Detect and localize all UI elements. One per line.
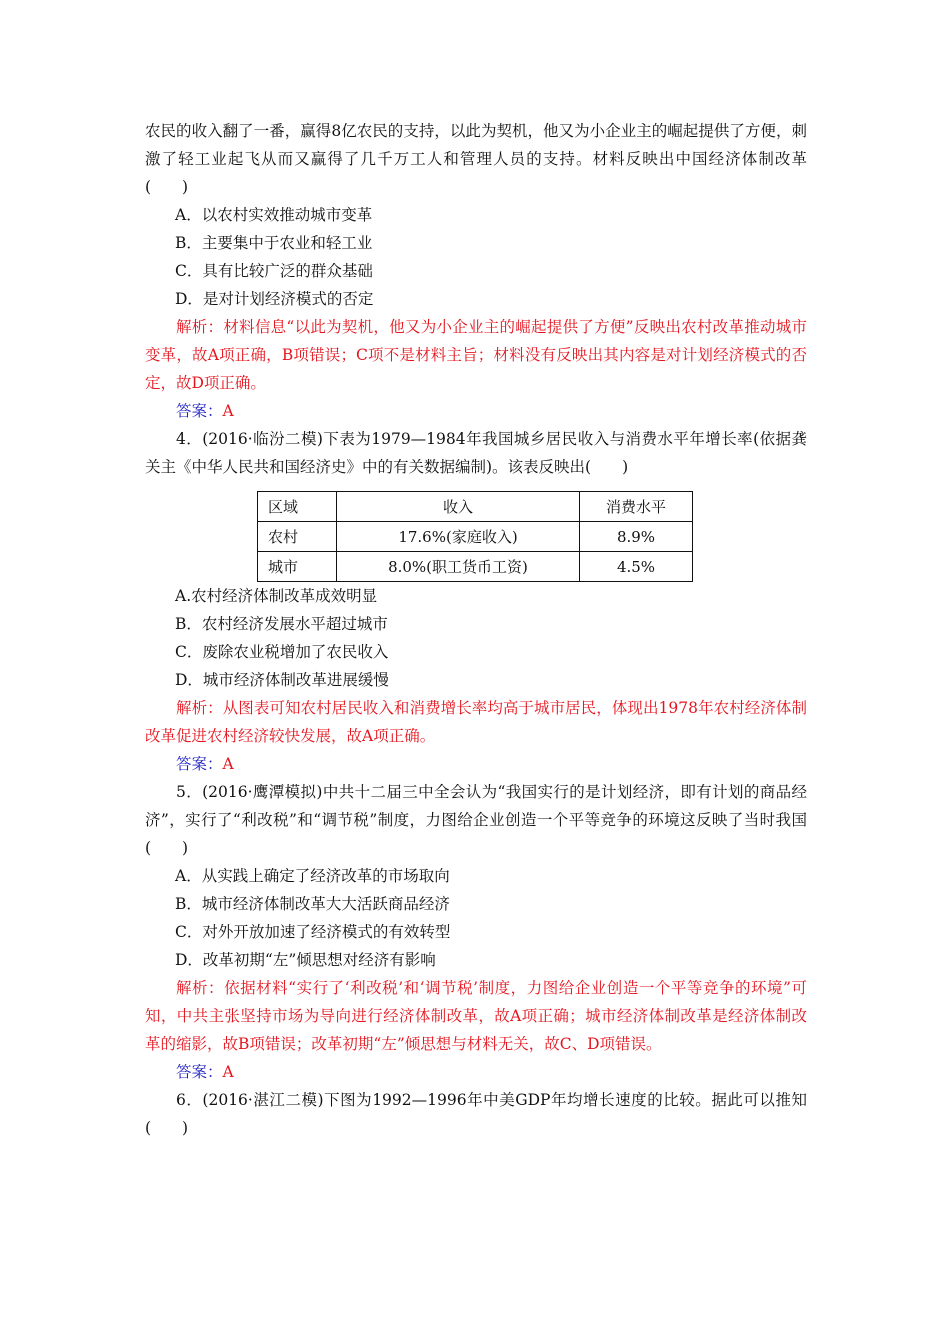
q4-option-c: C．废除农业税增加了农民收入	[175, 643, 389, 661]
q5-answer-value: A	[222, 1063, 234, 1081]
table-cell: 4.5%	[580, 552, 693, 582]
table-header-row	[258, 492, 693, 522]
table-row	[258, 552, 693, 582]
q5-option-c: C．对外开放加速了经济模式的有效转型	[175, 923, 451, 941]
q4-option-d: D．城市经济体制改革进展缓慢	[175, 671, 389, 689]
q5-answer	[145, 1058, 807, 1086]
q4-data-table	[257, 491, 693, 582]
q3-analysis-text: 材料信息“以此为契机，他又为小企业主的崛起提供了方便”反映出农村改革推动城市变革，故A项正确，B项错误；C项不是材料主旨；材料没有反映出其内容是对计划经济模式的否定，故D项正确。	[145, 318, 807, 392]
q4-answer-value: A	[222, 755, 234, 773]
table-cell: 农村	[258, 522, 337, 552]
q3-analysis	[145, 313, 807, 397]
q3-analysis-label: 解析：	[176, 318, 224, 336]
q5-analysis-label: 解析：	[176, 979, 225, 997]
table-cell: 8.0%(职工货币工资)	[337, 552, 580, 582]
q6-stem: 6．(2016·湛江二模)下图为1992—1996年中美GDP年均增长速度的比较。据此可以推知( )	[145, 1091, 807, 1137]
table-cell: 8.9%	[580, 522, 693, 552]
q4-answer-label: 答案：	[176, 755, 223, 773]
q4-analysis-text: 从图表可知农村居民收入和消费增长率均高于城市居民，体现出1978年农村经济体制改革促进农村经济较快发展，故A项正确。	[145, 699, 807, 745]
q3-answer	[145, 397, 807, 425]
q4-answer	[145, 750, 807, 778]
table-header-cell: 消费水平	[580, 492, 693, 522]
table-row	[258, 522, 693, 552]
q5-analysis-text: 依据材料“实行了‘利改税’和‘调节税’制度，力图给企业创造一个平等竞争的环境”可知，中共主张坚持市场为导向进行经济体制改革，故A项正确；城市经济体制改革是经济体制改革的缩影，故B项错误；改革初期“左”倾思想与材料无关，故C、D项错误。	[145, 979, 807, 1053]
q5-stem: 5．(2016·鹰潭模拟)中共十二届三中全会认为“我国实行的是计划经济，即有计划的商品经济”，实行了“利改税”和“调节税”制度，力图给企业创造一个平等竞争的环境这反映了当时我国( )	[145, 783, 807, 857]
q4-option-a: A.农村经济体制改革成效明显	[175, 587, 378, 605]
table-cell: 城市	[258, 552, 337, 582]
q3-answer-value: A	[222, 402, 234, 420]
document-page	[145, 117, 807, 1142]
q3-answer-label: 答案：	[176, 402, 223, 420]
q3-stem-continuation: 农民的收入翻了一番，赢得8亿农民的支持，以此为契机，他又为小企业主的崛起提供了方便，刺激了轻工业起飞从而又赢得了几千万工人和管理人员的支持。材料反映出中国经济体制改革( )	[145, 122, 807, 196]
q4-option-b: B．农村经济发展水平超过城市	[175, 615, 388, 633]
q4-analysis	[145, 694, 807, 750]
q5-option-d: D．改革初期“左”倾思想对经济有影响	[175, 951, 436, 969]
table-header-cell: 区域	[258, 492, 337, 522]
q4-stem: 4．(2016·临汾二模)下表为1979—1984年我国城乡居民收入与消费水平年增长率(依据龚关主《中华人民共和国经济史》中的有关数据编制)。该表反映出( )	[145, 430, 807, 476]
q5-option-a: A．从实践上确定了经济改革的市场取向	[175, 867, 450, 885]
q4-analysis-label: 解析：	[176, 699, 223, 717]
q5-answer-label: 答案：	[176, 1063, 223, 1081]
q3-option-b: B．主要集中于农业和轻工业	[175, 234, 373, 252]
q5-analysis	[145, 974, 807, 1058]
table-header-cell: 收入	[337, 492, 580, 522]
q5-option-b: B．城市经济体制改革大大活跃商品经济	[175, 895, 450, 913]
q3-option-d: D．是对计划经济模式的否定	[175, 290, 374, 308]
q3-option-a: A．以农村实效推动城市变革	[175, 206, 373, 224]
table-cell: 17.6%(家庭收入)	[337, 522, 580, 552]
q3-option-c: C．具有比较广泛的群众基础	[175, 262, 373, 280]
